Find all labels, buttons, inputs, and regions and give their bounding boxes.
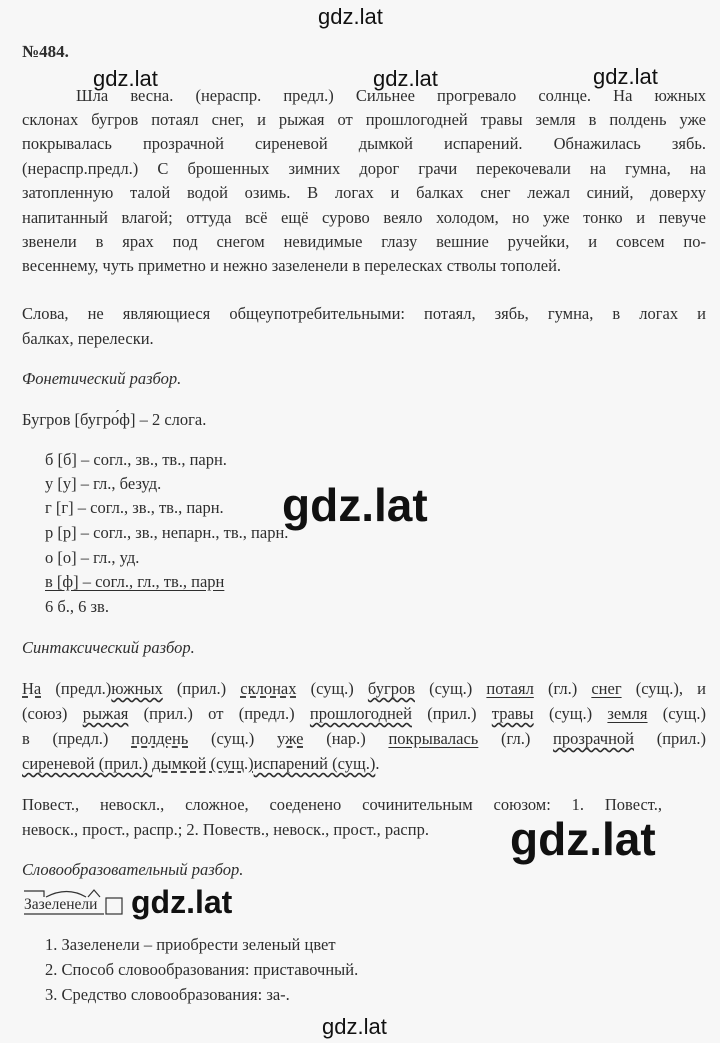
- syntax-word: снег: [591, 679, 622, 698]
- syntax-word: потаял: [486, 679, 534, 698]
- morpheme-diagram: [22, 888, 126, 916]
- word-formation-item: 2. Способ словообразования: приставочный.: [45, 960, 359, 979]
- sound-line: б [б] – согл., зв., тв., парн.: [45, 450, 227, 469]
- syntax-text: (сущ.): [533, 704, 608, 723]
- syntax-text: в (предл.): [22, 729, 132, 748]
- sound-line: в [ф] – согл., гл., тв., парн: [45, 572, 225, 591]
- text-line: напитанный влагой; оттуда всё ещё сурово веяло холодом, но уже тонко и певуче: [22, 208, 706, 227]
- text-line: покрывалась прозрачной сиреневой дымкой испарений. Обнажилась зябь.: [22, 134, 706, 153]
- sound-line: о [о] – гл., уд.: [45, 548, 140, 567]
- syntax-word: бугров: [367, 679, 415, 698]
- watermark: gdz.lat: [593, 64, 658, 89]
- syntax-word: травы: [491, 704, 534, 723]
- watermark-large: gdz.lat: [282, 479, 428, 531]
- syntax-text: (сущ.): [415, 679, 487, 698]
- sound-line: г [г] – согл., зв., тв., парн.: [45, 498, 224, 517]
- syntax-heading: Синтаксический разбор.: [22, 638, 195, 657]
- syntax-text: (сущ.): [188, 729, 277, 748]
- syntax-text: (гл.): [533, 679, 592, 698]
- phonetic-word: Бугров [бугро́ф] – 2 слога.: [22, 410, 207, 429]
- syntax-word: склонах: [240, 679, 297, 698]
- syntax-word: рыжая: [82, 704, 129, 723]
- syntax-text: (прил.) от (предл.): [128, 704, 310, 723]
- word-formation-item: 1. Зазеленели – приобрести зеленый цвет: [45, 935, 336, 954]
- text-line: весеннему, чуть приметно и нежно зазеленели в перелесках стволы тополей.: [22, 256, 562, 275]
- syntax-text: (сущ.),: [621, 679, 684, 698]
- syntax-text: (прил.): [634, 729, 706, 748]
- watermark-top: gdz.lat: [318, 4, 383, 29]
- syntax-word: прошлогодней: [309, 704, 412, 723]
- syntax-word: покрывалась: [388, 729, 479, 748]
- syntax-line: [22, 679, 706, 699]
- text-line: склонах бугров потаял снег, и рыжая от прошлогодней травы земля в полдень уже: [22, 110, 706, 129]
- syntax-word: полдень: [131, 729, 189, 748]
- syntax-text: (предл.): [41, 679, 112, 698]
- watermark-large: gdz.lat: [510, 813, 656, 865]
- sound-line: р [р] – согл., зв., непарн., тв., парн.: [45, 523, 289, 542]
- exercise-number: №484.: [22, 42, 69, 61]
- text-line: звенели в ярах под снегом невидимые глазу вешние ручейки, и совсем по-: [22, 232, 706, 251]
- syntax-word: земля: [607, 704, 648, 723]
- syntax-summary: невоск., прост., распр.; 2. Повеств., невоск., прост., распр.: [22, 820, 429, 839]
- sound-count: 6 б., 6 зв.: [45, 597, 109, 616]
- syntax-text: (прил.): [411, 704, 492, 723]
- watermark-bottom: gdz.lat: [322, 1014, 387, 1039]
- syntax-text: и: [683, 679, 706, 698]
- syntax-summary: Повест., невоскл., сложное, соеденено сочинительным союзом: 1. Повест.,: [22, 795, 662, 814]
- watermark: gdz.lat: [373, 66, 438, 91]
- syntax-word: испарений (сущ.): [253, 754, 376, 773]
- phonetic-heading: Фонетический разбор.: [22, 369, 182, 388]
- sound-line: у [у] – гл., безуд.: [45, 474, 162, 493]
- special-words-line: балках, перелески.: [22, 329, 154, 348]
- syntax-word: южных: [111, 679, 163, 698]
- syntax-word: На: [22, 679, 42, 698]
- watermark-medium: gdz.lat: [131, 884, 233, 920]
- syntax-text: (союз): [22, 704, 83, 723]
- word-formation-item: 3. Средство словообразования: за-.: [45, 985, 290, 1004]
- morpheme-word: Зазеленели: [24, 896, 98, 913]
- syntax-word: уже: [276, 729, 304, 748]
- syntax-text: (прил.): [162, 679, 241, 698]
- syntax-text: .: [375, 754, 380, 773]
- syntax-word: сиреневой (прил.): [22, 754, 153, 773]
- word-formation-heading: Словообразовательный разбор.: [22, 860, 244, 879]
- syntax-text: (нар.): [303, 729, 389, 748]
- watermark: gdz.lat: [93, 66, 158, 91]
- syntax-line: [22, 729, 706, 749]
- text-line: затопленную талой водой озимь. В логах и балках снег лежал синий, доверху: [22, 183, 706, 202]
- syntax-line: [22, 704, 706, 724]
- syntax-word: дымкой (сущ.): [152, 754, 254, 773]
- syntax-text: (гл.): [478, 729, 554, 748]
- syntax-text: (сущ.): [647, 704, 706, 723]
- syntax-line: [22, 754, 706, 774]
- text-line: Шла весна. (нераспр. предл.) Сильнее прогревало солнце. На южных: [76, 86, 706, 105]
- special-words-line: Слова, не являющиеся общеупотребительными: потаял, зябь, гумна, в логах и: [22, 304, 706, 323]
- syntax-text: (сущ.): [296, 679, 368, 698]
- syntax-word: прозрачной: [553, 729, 635, 748]
- text-line: (нераспр.предл.) С брошенных зимних дорог грачи перекочевали на гумна, на: [22, 159, 706, 178]
